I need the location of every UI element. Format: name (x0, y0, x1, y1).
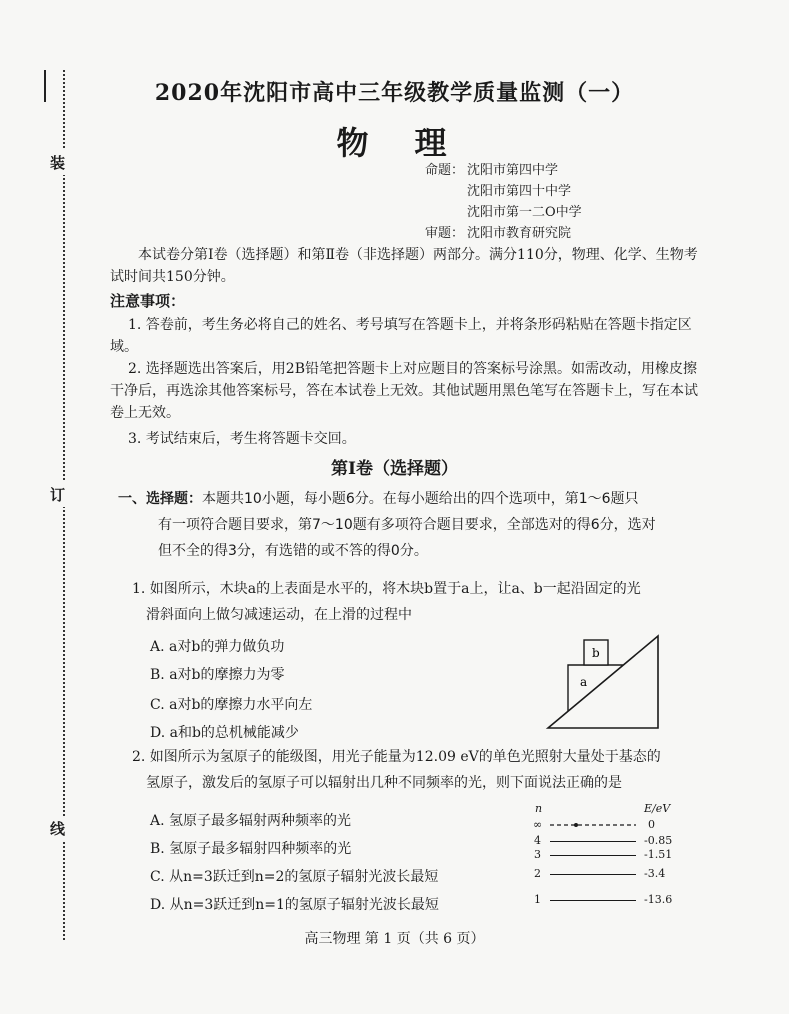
question-2-stem (132, 744, 692, 796)
level-line-2 (550, 874, 636, 875)
authors-block (425, 160, 582, 244)
binding-char-xian: 线 (50, 816, 65, 841)
intro-paragraph: 本试卷分第Ⅰ卷（选择题）和第Ⅱ卷（非选择题）两部分。满分110分，物理、化学、生物考试时间共150分钟。 (110, 247, 698, 285)
block-b-label: b (592, 646, 600, 660)
question-1-stem (132, 576, 692, 628)
question-2-line-1: 2. 如图所示为氢原子的能级图，用光子能量为12.09 eV的单色光照射大量处于基态的 (132, 749, 661, 765)
q2-option-c: C. 从n=3跃迁到n=2的氢原子辐射光波长最短 (150, 869, 439, 885)
level-e-3: -1.51 (644, 848, 673, 861)
energy-e-label: E/eV (644, 802, 671, 815)
subject-title: 物理 (336, 124, 493, 162)
q1-option-a: A. a对b的弹力做负功 (150, 639, 285, 655)
question-1-line-1: 1. 如图所示，木块a的上表面是水平的，将木块b置于a上，让a、b一起沿固定的光 (132, 581, 641, 597)
choice-instructions (118, 486, 698, 564)
notice-item-2: 2. 选择题选出答案后，用2B铅笔把答题卡上对应题目的答案标号涂黑。如需改动，用橡皮擦干净后，再选涂其他答案标号，答在本试卷上无效。其他试题用黑色笔写在答题卡上，写在本试卷上无效。 (110, 361, 698, 421)
reviewer-label: 审题： (425, 226, 465, 241)
exam-title: 2020年沈阳市高中三年级教学质量监测（一） (154, 80, 635, 106)
level-line-3 (550, 855, 636, 856)
level-e-2: -3.4 (644, 867, 666, 880)
level-n-1: 1 (534, 893, 541, 906)
choice-line-2: 有一项符合题目要求，第7～10题有多项符合题目要求，全部选对的得6分，选对 (158, 517, 656, 533)
binding-char-ding: 订 (50, 482, 65, 507)
level-e-1: -13.6 (644, 893, 673, 906)
notice-item-1: 1. 答卷前，考生务必将自己的姓名、考号填写在答题卡上，并将条形码粘贴在答题卡指定区域。 (110, 317, 692, 355)
section-title: 第Ⅰ卷（选择题） (331, 459, 458, 479)
binding-char-zhuang: 装 (50, 150, 65, 175)
q1-option-c: C. a对b的摩擦力水平向左 (150, 697, 313, 713)
level-line-4 (550, 841, 636, 842)
choice-line-1: 本题共10小题，每小题6分。在每小题给出的四个选项中，第1～6题只 (202, 491, 639, 507)
level-n-2: 2 (534, 867, 541, 880)
question-2-line-2: 氢原子，激发后的氢原子可以辐射出几种不同频率的光，则下面说法正确的是 (146, 775, 622, 791)
energy-n-label: n (535, 802, 543, 815)
author-3: 沈阳市第一二O中学 (467, 205, 582, 220)
author-2: 沈阳市第四十中学 (467, 184, 572, 199)
q1-option-d: D. a和b的总机械能减少 (150, 725, 299, 741)
question-1-line-2: 滑斜面向上做匀减速运动，在上滑的过程中 (146, 607, 412, 623)
level-e-inf: 0 (648, 818, 655, 831)
authors-label: 命题： (425, 163, 465, 178)
author-1: 沈阳市第四中学 (467, 163, 559, 178)
q2-option-b: B. 氢原子最多辐射四种频率的光 (150, 841, 352, 857)
level-n-3: 3 (534, 848, 541, 861)
reviewer: 沈阳市教育研究院 (467, 226, 572, 241)
q2-option-d: D. 从n=3跃迁到n=1的氢原子辐射光波长最短 (150, 897, 439, 913)
level-line-1 (550, 900, 636, 901)
page-footer: 高三物理 第 1 页（共 6 页） (304, 931, 485, 947)
notice-heading: 注意事项： (110, 292, 186, 310)
level-e-4: -0.85 (644, 834, 673, 847)
choice-lead: 一、选择题： (118, 491, 202, 507)
level-line-inf (548, 820, 638, 830)
level-n-4: 4 (534, 834, 541, 847)
notice-item-3: 3. 考试结束后，考生将答题卡交回。 (128, 431, 356, 447)
q2-option-a: A. 氢原子最多辐射两种频率的光 (150, 813, 352, 829)
choice-line-3: 但不全的得3分，有选错的或不答的得0分。 (158, 543, 428, 559)
q1-option-b: B. a对b的摩擦力为零 (150, 667, 285, 683)
level-n-inf: ∞ (533, 818, 543, 831)
incline-figure (540, 628, 670, 732)
block-a-label: a (580, 675, 588, 689)
